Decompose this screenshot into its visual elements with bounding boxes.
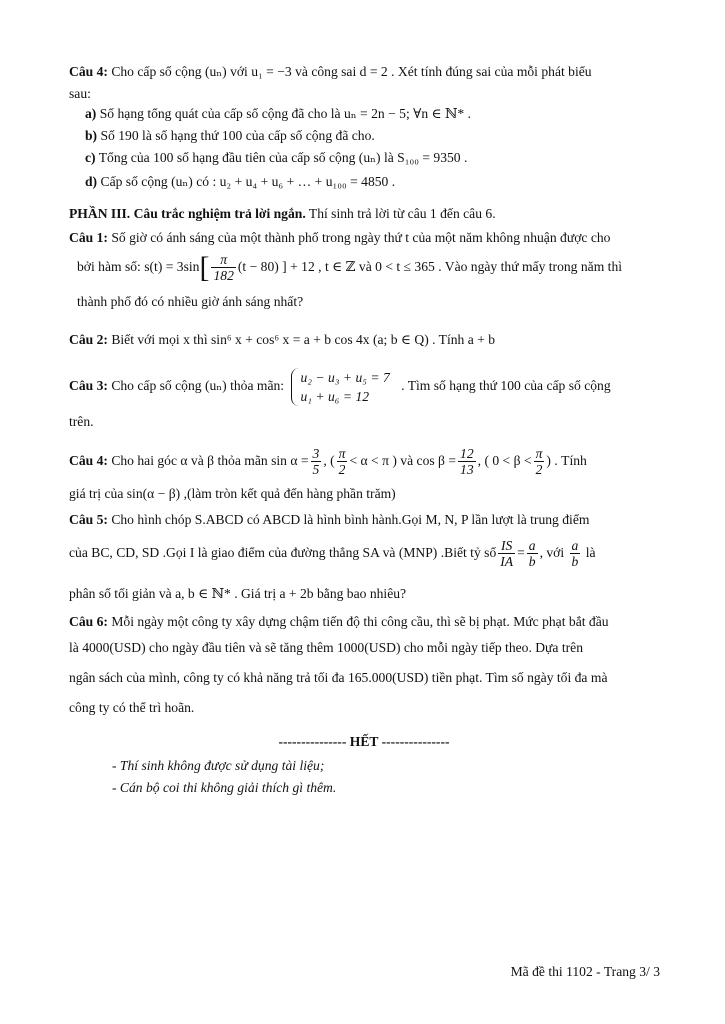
q5-f1-num: IS — [498, 538, 515, 554]
q2-title: Câu 2: — [69, 332, 108, 347]
q1-line1 — [69, 228, 659, 248]
q3-line2: trên. — [69, 414, 94, 429]
q6-line2: là 4000(USD) cho ngày đầu tiên và sẽ tăng thêm 1000(USD) cho mỗi ngày tiếp theo. Dựa trên — [69, 640, 583, 655]
q4b-mid3: , ( 0 < β < — [477, 453, 532, 468]
q1-line3: thành phố đó có nhiều giờ ánh sáng nhất? — [77, 294, 304, 309]
part3-heading — [69, 204, 659, 224]
q5-title: Câu 5: — [69, 512, 108, 527]
q4b-f1-den: 5 — [312, 462, 320, 478]
q4a-b-label: b) — [85, 128, 98, 143]
q5-line3: phân số tối giản và a, b ∈ ℕ* . Giá trị a + 2b bằng bao nhiêu? — [69, 586, 407, 601]
q4b-f4-num: π — [535, 446, 543, 462]
q4a-item-d — [85, 172, 675, 192]
q4a-intro-2: sau: — [69, 86, 91, 101]
q1-frac-num: π — [211, 252, 235, 268]
q1-text-2-pre: bởi hàm số: s(t) = 3sin — [77, 259, 200, 274]
q6-line1 — [69, 612, 659, 632]
q5-text-2-pre: của BC, CD, SD .Gọi I là giao điểm của đường thẳng SA và (MNP) .Biết tỷ số — [69, 545, 497, 560]
q4a-intro: Cho cấp số cộng (uₙ) với u₁ = −3 và công sai d = 2 . Xét tính đúng sai của mỗi phát biểu — [111, 64, 592, 79]
page-footer: Mã đề thi 1102 - Trang 3/ 3 — [510, 964, 660, 979]
q4b-f4-den: 2 — [535, 462, 543, 478]
q5-text-1: Cho hình chóp S.ABCD có ABCD là hình bình hành.Gọi M, N, P lần lượt là trung điểm — [111, 512, 590, 527]
q4a-line1 — [69, 62, 659, 82]
q4a-c-text: Tổng của 100 số hạng đầu tiên của cấp số cộng (uₙ) là S₁₀₀ = 9350 . — [98, 150, 468, 165]
q4a-d-text: Cấp số cộng (uₙ) có : u₂ + u₄ + u₆ + … + u₁₀₀ = 4850 . — [100, 174, 396, 189]
q6-line3: ngân sách của mình, công ty có khả năng trả tối đa 165.000(USD) tiền phạt. Tìm số ngày tối đa mà — [69, 670, 608, 685]
q3-post: . Tìm số hạng thứ 100 của cấp số cộng — [401, 378, 611, 393]
end-marker: --------------- HẾT --------------- — [278, 734, 450, 749]
part3-title: PHẦN III. Câu trắc nghiệm trả lời ngắn. — [69, 206, 306, 221]
q4b-line2: giá trị của sin(α − β) ,(làm tròn kết quả đến hàng phần trăm) — [69, 486, 396, 501]
q1-frac-den: 182 — [213, 268, 234, 284]
q4a-b-text: Số 190 là số hạng thứ 100 của cấp số cộng đã cho. — [100, 128, 375, 143]
q4b-f3-den: 13 — [460, 462, 474, 478]
q2-text: Biết với mọi x thì sin⁶ x + cos⁶ x = a + b cos 4x (a; b ∈ Q) . Tính a + b — [111, 332, 496, 347]
q5-f1-den: IA — [500, 554, 514, 570]
part3-rest: Thí sinh trả lời từ câu 1 đến câu 6. — [305, 206, 496, 221]
q3-eq2: u₁ + u₆ = 12 — [300, 388, 370, 404]
q6-line4: công ty có thể trì hoãn. — [69, 700, 195, 715]
q4a-c-label: c) — [85, 150, 96, 165]
q1-line2: bởi hàm số: s(t) = 3sin[ $\frac{\pi}{182}$ (t − 80) ] + 12 , t ∈ ℤ và 0 < t ≤ 365 . Vào ngày thứ mấy trong năm thì — [77, 250, 623, 284]
q4b-f3-num: 12 — [460, 446, 474, 462]
q5-f2-num: a — [528, 538, 536, 554]
q3-pre: Cho cấp số cộng (uₙ) thỏa mãn: — [111, 378, 285, 393]
q4a-item-c — [85, 148, 675, 168]
q4b-pre: Cho hai góc α và β thỏa mãn sin α = — [111, 453, 309, 468]
q4a-title: Câu 4: — [69, 64, 108, 79]
q5-f3-num: a — [571, 538, 579, 554]
q6-text-1: Mỗi ngày một công ty xây dựng chậm tiến độ thi công cầu, thì sẽ bị phạt. Mức phạt bắt đầu — [111, 614, 609, 629]
q5-line2 — [69, 538, 659, 569]
q1-text-1: Số giờ có ánh sáng của một thành phố trong ngày thứ t của một năm không nhuận được cho — [111, 230, 611, 245]
q3-title: Câu 3: — [69, 378, 108, 393]
q4a-item-b — [85, 126, 675, 146]
q5-text-2-post: là — [585, 545, 596, 560]
q4a-d-label: d) — [85, 174, 98, 189]
q2-line — [69, 330, 659, 350]
q5-line1 — [69, 510, 659, 530]
q4a-a-text: Số hạng tổng quát của cấp số cộng đã cho là uₙ = 2n − 5; ∀n ∈ ℕ* . — [99, 106, 472, 121]
q6-title: Câu 6: — [69, 614, 108, 629]
q3-system — [291, 368, 393, 406]
note-2: - Cán bộ coi thi không giải thích gì thêm. — [112, 780, 337, 795]
q5-f2-den: b — [528, 554, 536, 570]
q5-f3-den: b — [571, 554, 579, 570]
q1-title: Câu 1: — [69, 230, 108, 245]
q4b-mid1: , ( — [323, 453, 335, 468]
q4b-post: ) . Tính — [546, 453, 587, 468]
q5-eq: = — [517, 545, 525, 560]
q5-text-2-mid: , với — [539, 545, 565, 560]
q4b-f1-num: 3 — [312, 446, 320, 462]
q4b-f2-den: 2 — [338, 462, 346, 478]
q4b-f2-num: π — [338, 446, 346, 462]
q3-line1 — [69, 364, 659, 408]
q3-eq1: u₂ − u₃ + u₅ = 7 — [300, 369, 390, 385]
q4b-mid2: < α < π ) và cos β = — [349, 453, 457, 468]
q4a-a-label: a) — [85, 106, 97, 121]
q4b-line1 — [69, 446, 659, 477]
q4b-title: Câu 4: — [69, 453, 108, 468]
note-1: - Thí sinh không được sử dụng tài liệu; — [112, 758, 325, 773]
q1-text-2-post: (t − 80) ] + 12 , t ∈ ℤ và 0 < t ≤ 365 . Vào ngày thứ mấy trong năm thì — [237, 259, 623, 274]
q4a-item-a — [85, 104, 675, 124]
